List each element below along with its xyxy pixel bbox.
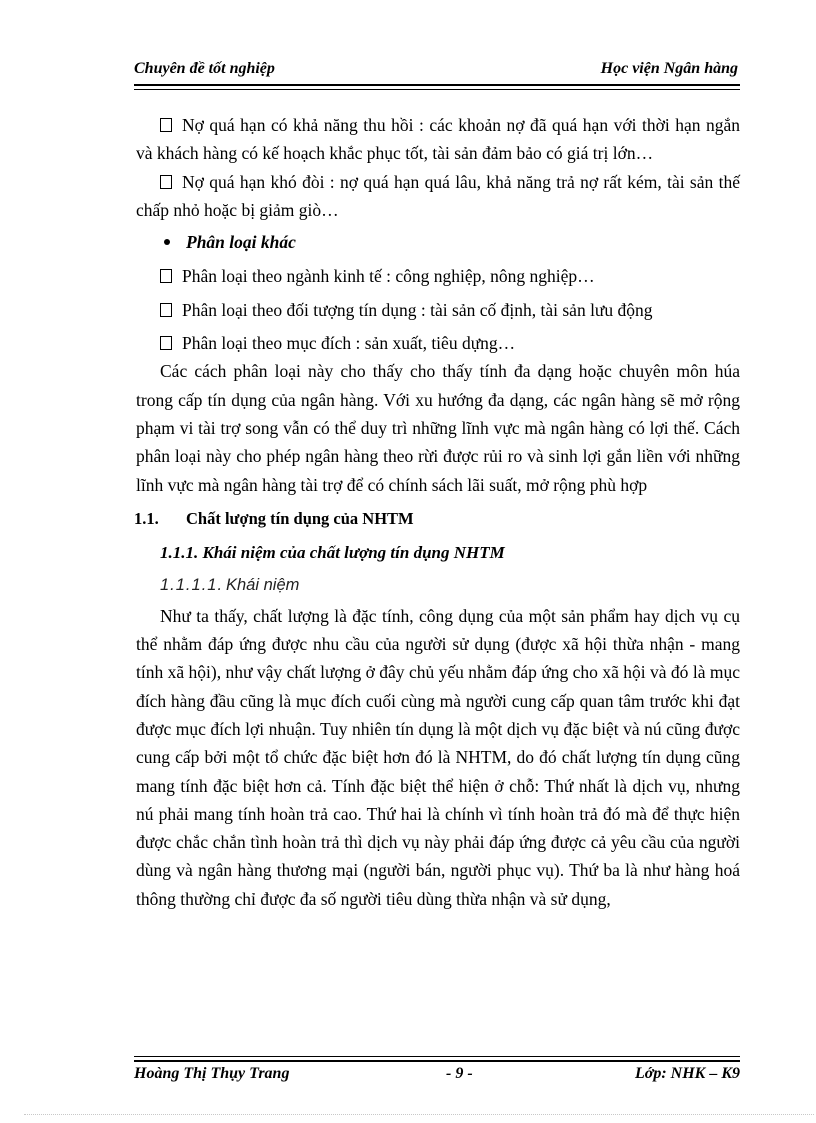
checkbox-bullet-icon [160,336,172,350]
section-heading-1-1-1: 1.1.1. Khái niệm của chất lượng tín dụng NHTM [160,543,505,563]
subsection-number: 1.1.1.1. [160,576,224,595]
document-body [136,111,740,913]
checkbox-bullet-icon [160,175,172,189]
header-rule-thin [134,89,740,90]
page-number: - 9 - [446,1065,473,1082]
section-heading-1-1-1-1 [160,571,740,599]
section-heading-1-1 [134,505,740,533]
classification-item-purpose: Phân loại theo mục đích : sản xuất, tiêu dựng… [136,329,740,357]
quality-definition-paragraph: Như ta thấy, chất lượng là đặc tính, công dụng của một sản phẩm hay dịch vụ cụ thể nhằm đáp ứng được nhu cầu của người sử dụng (được xã hội thừa nhận - mang tính xã hội), như vậy chất lượng ở đây chủ yếu nhằm đáp ứng cho xã hội và đó là mục đích hàng đầu cũng là mục đích cuối cùng mà người cung cấp quan tâm trước khi đạt được mục đích lợi nhuận. Tuy nhiên tín dụng là một dịch vụ đặc biệt và nú cũng được cung cấp bởi một tổ chức đặc biệt hơn đó là NHTM, do đó chất lượng tín dụng cũng mang tính đặc biệt hơn cả. Tính đặc biệt thể hiện ở chỗ: Thứ nhất là dịch vụ, nhưng nú phải mang tính hoàn trả cao. Thứ hai là chính vì tính hoàn trả đó mà để thực hiện được chắc chắn tình hoàn trả thì dịch vụ này phải đáp ứng được cả yêu cầu của người dùng và ngân hàng thương mại (người bán, người phục vụ). Thứ ba là như hàng hoá thông thường chỉ được đa số người tiêu dùng thừa nhận và sử dụng, [136,605,740,909]
overdue-recoverable-paragraph: Nợ quá hạn có khả năng thu hồi : các khoản nợ đã quá hạn với thời hạn ngắn và khách hàng có kế hoạch khắc phục tốt, tài sản đảm bảo có giá trị lớn… [136,115,740,164]
footer-rule [134,1060,740,1062]
subsection-title: Khái niệm [226,576,300,595]
section-title: Chất lượng tín dụng của NHTM [186,508,414,528]
section-number: 1.1. [134,508,159,528]
page-footer [134,1064,740,1088]
header-rule [134,84,740,86]
footer-class: Lớp: NHK – K9 [634,1065,740,1082]
overdue-bad-debt-paragraph: Nợ quá hạn khó đòi : nợ quá hạn quá lâu, khả năng trả nợ rất kém, tài sản thế chấp nhỏ hoặc bị giảm giò… [136,171,740,220]
classification-item-industry: Phân loại theo ngành kinh tế : công nghiệp, nông nghiệp… [136,262,740,290]
page-header [134,58,738,84]
header-document-type: Chuyên đề tốt nghiệp [134,60,275,77]
bullet-heading: Phân loại khác [136,228,740,256]
footer-author: Hoàng Thị Thụy Trang [134,1065,290,1082]
checkbox-bullet-icon [160,118,172,132]
classification-summary-paragraph: Các cách phân loại này cho thấy cho thấy tính đa dạng hoặc chuyên môn húa trong cấp tín dụng của ngân hàng. Với xu hướng đa dạng, các ngân hàng sẽ mở rộng phạm vi tài trợ song vẫn có thể duy trì những lĩnh vực mà ngân hàng có lợi thế. Cách phân loại này cho phép ngân hàng theo rừi được rủi ro và sinh lợi gắn liền với những lĩnh vực mà ngân hàng tài trợ để có chính sách lãi suất, mở rộng phù hợp [136,361,740,495]
checkbox-bullet-icon [160,269,172,283]
header-institution: Học viện Ngân hàng [600,60,738,77]
footer-rule-thin [134,1056,740,1057]
bullet-dot-icon [164,239,170,245]
checkbox-bullet-icon [160,303,172,317]
page-edge-divider [24,1114,814,1115]
classification-item-object: Phân loại theo đối tượng tín dụng : tài sản cố định, tài sản lưu động [136,296,740,324]
